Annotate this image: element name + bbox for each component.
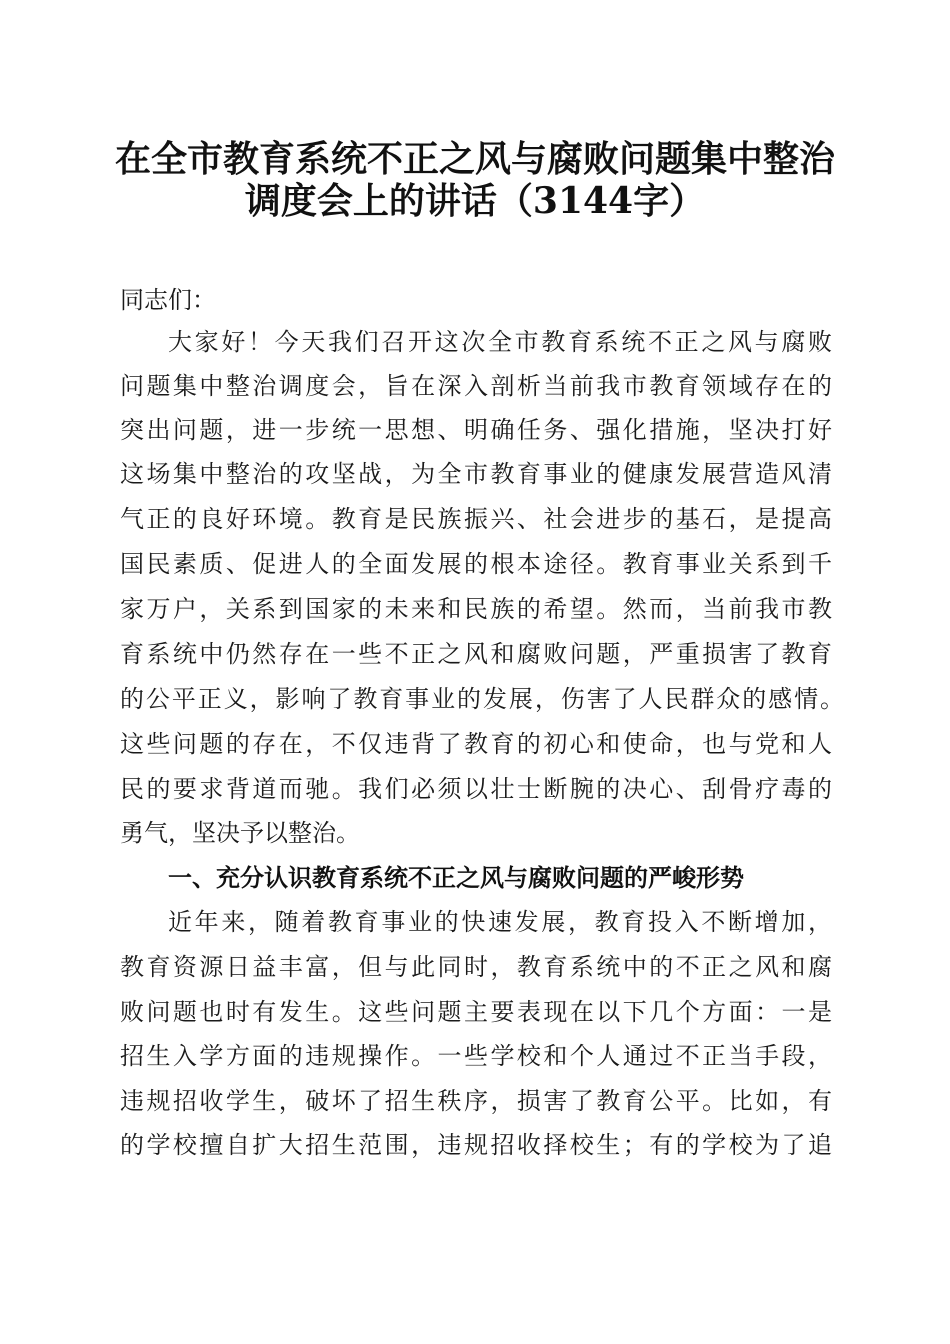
paragraph-2-line: 近年来，随着教育事业的快速发展，教育投入不断增加， [168, 908, 832, 936]
paragraph-1-line: 气正的良好环境。教育是民族振兴、社会进步的基石，是提高 [120, 505, 832, 533]
salutation: 同志们： [120, 286, 216, 314]
document-title-line-2: 调度会上的讲话（3144字） [244, 180, 706, 222]
section-1-heading: 一、充分认识教育系统不正之风与腐败问题的严峻形势 [168, 864, 744, 892]
paragraph-1-line: 这场集中整治的攻坚战，为全市教育事业的健康发展营造风清 [120, 460, 832, 488]
paragraph-1-line: 育系统中仍然存在一些不正之风和腐败问题，严重损害了教育 [120, 640, 832, 668]
document-title-line-1: 在全市教育系统不正之风与腐败问题集中整治 [114, 138, 835, 180]
paragraph-2-line: 招生入学方面的违规操作。一些学校和个人通过不正当手段， [120, 1042, 832, 1070]
paragraph-1-line: 国民素质、促进人的全面发展的根本途径。教育事业关系到千 [120, 550, 832, 578]
paragraph-1-line: 问题集中整治调度会，旨在深入剖析当前我市教育领域存在的 [120, 372, 832, 400]
paragraph-1-line: 家万户，关系到国家的未来和民族的希望。然而，当前我市教 [120, 595, 832, 623]
paragraph-2-line: 教育资源日益丰富，但与此同时，教育系统中的不正之风和腐 [120, 953, 832, 981]
paragraph-1-line: 的公平正义，影响了教育事业的发展，伤害了人民群众的感情。 [120, 685, 844, 713]
paragraph-1-line: 大家好！今天我们召开这次全市教育系统不正之风与腐败 [168, 328, 832, 356]
paragraph-1-line: 突出问题，进一步统一思想、明确任务、强化措施，坚决打好 [120, 416, 832, 444]
paragraph-1-line: 勇气，坚决予以整治。 [120, 819, 360, 847]
paragraph-2-line: 败问题也时有发生。这些问题主要表现在以下几个方面：一是 [120, 998, 832, 1026]
paragraph-2-line: 的学校擅自扩大招生范围，违规招收择校生；有的学校为了追 [120, 1131, 832, 1159]
paragraph-1-line: 民的要求背道而驰。我们必须以壮士断腕的决心、刮骨疗毒的 [120, 775, 832, 803]
paragraph-2-line: 违规招收学生，破坏了招生秩序，损害了教育公平。比如，有 [120, 1087, 832, 1115]
paragraph-1-line: 这些问题的存在，不仅违背了教育的初心和使命，也与党和人 [120, 730, 832, 758]
